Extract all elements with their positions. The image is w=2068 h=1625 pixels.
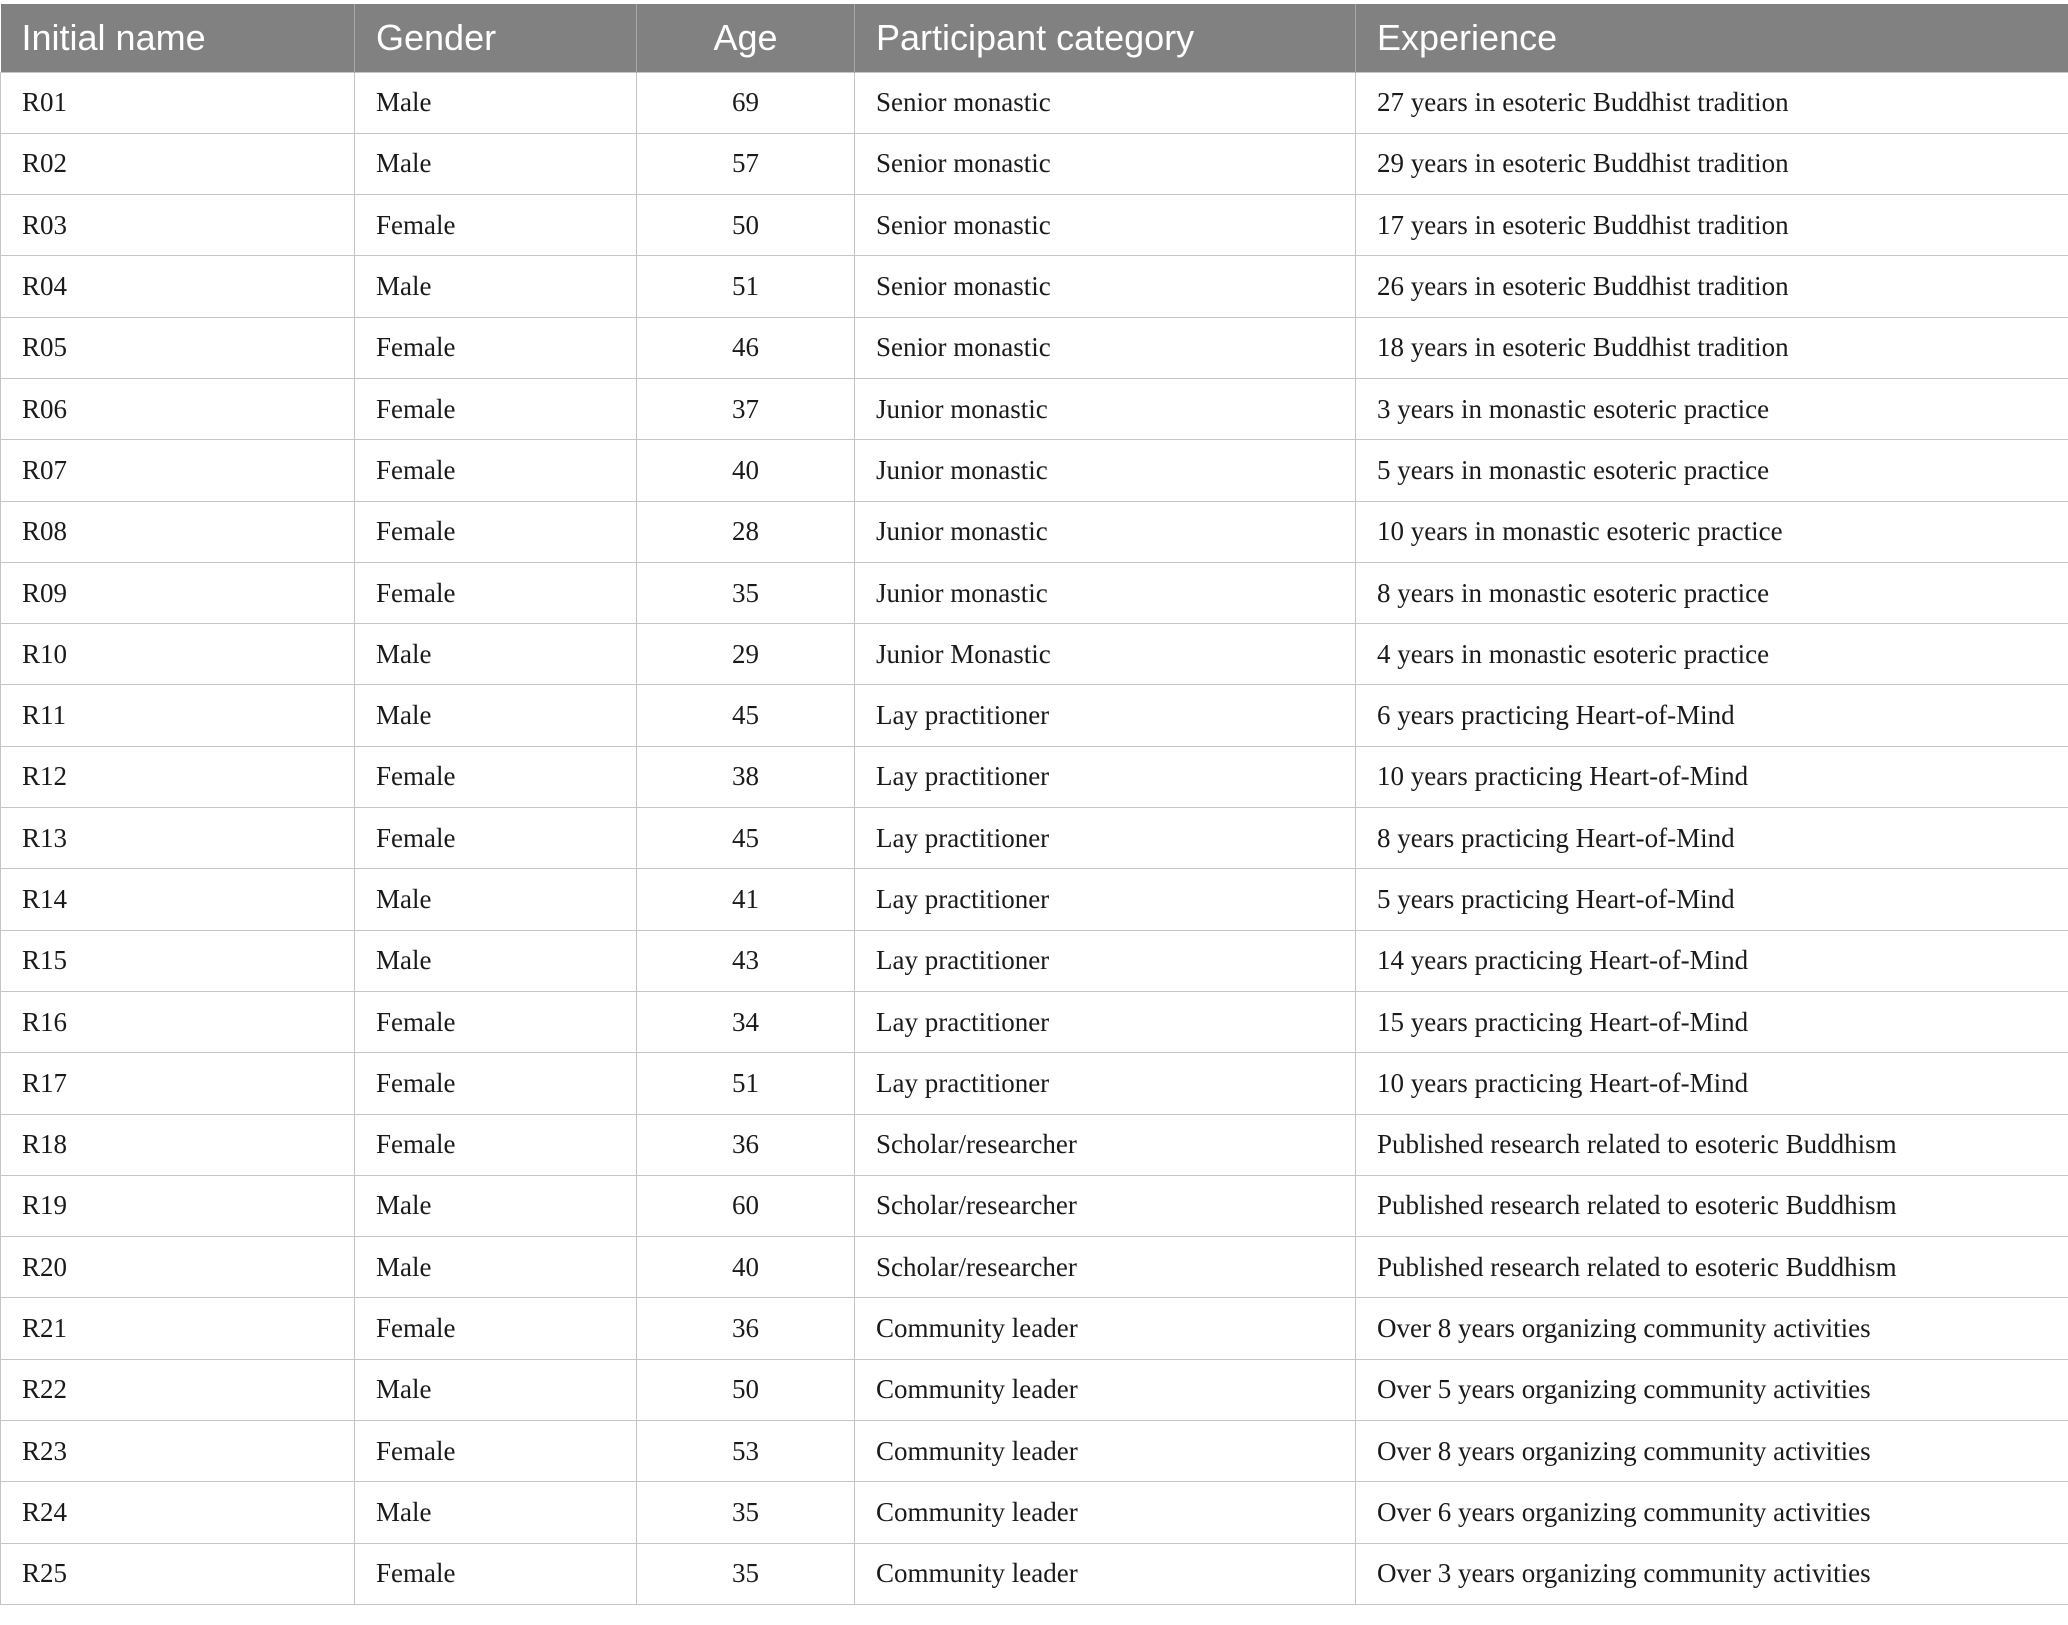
cell-participant-category: Senior monastic <box>855 133 1356 194</box>
cell-gender: Male <box>355 133 637 194</box>
cell-participant-category: Senior monastic <box>855 317 1356 378</box>
cell-experience: 8 years practicing Heart-of-Mind <box>1356 808 2068 869</box>
cell-experience: 17 years in esoteric Buddhist tradition <box>1356 195 2068 256</box>
cell-participant-category: Lay practitioner <box>855 808 1356 869</box>
cell-initial-name: R07 <box>1 440 355 501</box>
cell-initial-name: R16 <box>1 991 355 1052</box>
table-row <box>1 562 2068 623</box>
cell-initial-name: R10 <box>1 624 355 685</box>
cell-initial-name: R21 <box>1 1298 355 1359</box>
table-row <box>1 195 2068 256</box>
cell-participant-category: Senior monastic <box>855 195 1356 256</box>
cell-initial-name: R02 <box>1 133 355 194</box>
cell-gender: Female <box>355 746 637 807</box>
cell-participant-category: Senior monastic <box>855 72 1356 133</box>
cell-experience: 14 years practicing Heart-of-Mind <box>1356 930 2068 991</box>
cell-initial-name: R06 <box>1 378 355 439</box>
table-row <box>1 1421 2068 1482</box>
cell-age: 34 <box>637 991 855 1052</box>
table-row <box>1 808 2068 869</box>
cell-participant-category: Lay practitioner <box>855 869 1356 930</box>
cell-age: 51 <box>637 1053 855 1114</box>
cell-gender: Female <box>355 440 637 501</box>
cell-gender: Male <box>355 1482 637 1543</box>
cell-initial-name: R24 <box>1 1482 355 1543</box>
table-header <box>1 4 2068 72</box>
cell-gender: Female <box>355 378 637 439</box>
table-row <box>1 624 2068 685</box>
cell-age: 35 <box>637 1543 855 1604</box>
cell-experience: 5 years in monastic esoteric practice <box>1356 440 2068 501</box>
table-row <box>1 317 2068 378</box>
cell-experience: Over 6 years organizing community activities <box>1356 1482 2068 1543</box>
table-row <box>1 1298 2068 1359</box>
cell-gender: Male <box>355 869 637 930</box>
cell-age: 43 <box>637 930 855 991</box>
cell-participant-category: Junior monastic <box>855 378 1356 439</box>
cell-gender: Male <box>355 685 637 746</box>
cell-age: 28 <box>637 501 855 562</box>
cell-initial-name: R12 <box>1 746 355 807</box>
cell-participant-category: Lay practitioner <box>855 991 1356 1052</box>
cell-participant-category: Junior Monastic <box>855 624 1356 685</box>
cell-initial-name: R19 <box>1 1175 355 1236</box>
cell-experience: 10 years practicing Heart-of-Mind <box>1356 1053 2068 1114</box>
header-participant-category: Participant category <box>855 4 1356 72</box>
cell-gender: Female <box>355 1543 637 1604</box>
table-row <box>1 1543 2068 1604</box>
cell-age: 60 <box>637 1175 855 1236</box>
cell-age: 36 <box>637 1114 855 1175</box>
cell-experience: 10 years practicing Heart-of-Mind <box>1356 746 2068 807</box>
cell-participant-category: Community leader <box>855 1482 1356 1543</box>
cell-experience: 5 years practicing Heart-of-Mind <box>1356 869 2068 930</box>
cell-experience: 15 years practicing Heart-of-Mind <box>1356 991 2068 1052</box>
cell-experience: Over 8 years organizing community activities <box>1356 1421 2068 1482</box>
table-row <box>1 1053 2068 1114</box>
cell-experience: 10 years in monastic esoteric practice <box>1356 501 2068 562</box>
cell-initial-name: R22 <box>1 1359 355 1420</box>
cell-gender: Male <box>355 1359 637 1420</box>
table-row <box>1 1359 2068 1420</box>
cell-gender: Male <box>355 72 637 133</box>
cell-initial-name: R15 <box>1 930 355 991</box>
cell-gender: Female <box>355 1298 637 1359</box>
table-row <box>1 1482 2068 1543</box>
cell-age: 40 <box>637 440 855 501</box>
table-row <box>1 685 2068 746</box>
table-body <box>1 72 2068 1604</box>
cell-experience: Published research related to esoteric Buddhism <box>1356 1114 2068 1175</box>
table-row <box>1 869 2068 930</box>
cell-gender: Female <box>355 1114 637 1175</box>
cell-age: 38 <box>637 746 855 807</box>
cell-experience: 29 years in esoteric Buddhist tradition <box>1356 133 2068 194</box>
cell-age: 36 <box>637 1298 855 1359</box>
cell-age: 57 <box>637 133 855 194</box>
table-row <box>1 1237 2068 1298</box>
cell-age: 35 <box>637 1482 855 1543</box>
cell-gender: Female <box>355 195 637 256</box>
cell-age: 46 <box>637 317 855 378</box>
cell-participant-category: Lay practitioner <box>855 685 1356 746</box>
cell-participant-category: Community leader <box>855 1543 1356 1604</box>
cell-participant-category: Junior monastic <box>855 440 1356 501</box>
cell-age: 35 <box>637 562 855 623</box>
header-experience: Experience <box>1356 4 2068 72</box>
table-row <box>1 930 2068 991</box>
cell-experience: Over 5 years organizing community activities <box>1356 1359 2068 1420</box>
cell-participant-category: Junior monastic <box>855 501 1356 562</box>
cell-age: 45 <box>637 685 855 746</box>
cell-initial-name: R18 <box>1 1114 355 1175</box>
cell-initial-name: R25 <box>1 1543 355 1604</box>
cell-initial-name: R04 <box>1 256 355 317</box>
cell-participant-category: Senior monastic <box>855 256 1356 317</box>
cell-initial-name: R17 <box>1 1053 355 1114</box>
cell-gender: Male <box>355 624 637 685</box>
cell-age: 37 <box>637 378 855 439</box>
table-row <box>1 72 2068 133</box>
header-gender: Gender <box>355 4 637 72</box>
cell-participant-category: Community leader <box>855 1421 1356 1482</box>
cell-participant-category: Scholar/researcher <box>855 1114 1356 1175</box>
table-row <box>1 1114 2068 1175</box>
cell-initial-name: R01 <box>1 72 355 133</box>
header-row <box>1 4 2068 72</box>
cell-experience: Over 3 years organizing community activities <box>1356 1543 2068 1604</box>
table-row <box>1 256 2068 317</box>
cell-experience: Over 8 years organizing community activities <box>1356 1298 2068 1359</box>
table-row <box>1 440 2068 501</box>
cell-gender: Female <box>355 808 637 869</box>
cell-initial-name: R03 <box>1 195 355 256</box>
cell-initial-name: R23 <box>1 1421 355 1482</box>
cell-gender: Male <box>355 1175 637 1236</box>
table-row <box>1 991 2068 1052</box>
cell-gender: Male <box>355 1237 637 1298</box>
cell-age: 50 <box>637 1359 855 1420</box>
table-row <box>1 378 2068 439</box>
cell-gender: Female <box>355 317 637 378</box>
cell-age: 50 <box>637 195 855 256</box>
cell-age: 40 <box>637 1237 855 1298</box>
cell-gender: Female <box>355 562 637 623</box>
cell-age: 51 <box>637 256 855 317</box>
cell-experience: 27 years in esoteric Buddhist tradition <box>1356 72 2068 133</box>
cell-participant-category: Junior monastic <box>855 562 1356 623</box>
cell-experience: Published research related to esoteric Buddhism <box>1356 1175 2068 1236</box>
cell-age: 69 <box>637 72 855 133</box>
table-row <box>1 501 2068 562</box>
cell-gender: Female <box>355 1053 637 1114</box>
cell-experience: 18 years in esoteric Buddhist tradition <box>1356 317 2068 378</box>
cell-participant-category: Lay practitioner <box>855 930 1356 991</box>
cell-age: 53 <box>637 1421 855 1482</box>
cell-participant-category: Lay practitioner <box>855 746 1356 807</box>
cell-initial-name: R13 <box>1 808 355 869</box>
cell-participant-category: Community leader <box>855 1298 1356 1359</box>
cell-age: 29 <box>637 624 855 685</box>
cell-participant-category: Scholar/researcher <box>855 1237 1356 1298</box>
cell-experience: 26 years in esoteric Buddhist tradition <box>1356 256 2068 317</box>
cell-initial-name: R09 <box>1 562 355 623</box>
cell-experience: 6 years practicing Heart-of-Mind <box>1356 685 2068 746</box>
cell-age: 45 <box>637 808 855 869</box>
cell-gender: Female <box>355 1421 637 1482</box>
cell-participant-category: Community leader <box>855 1359 1356 1420</box>
participants-table <box>0 4 2068 1605</box>
cell-gender: Male <box>355 930 637 991</box>
cell-initial-name: R05 <box>1 317 355 378</box>
cell-initial-name: R14 <box>1 869 355 930</box>
cell-gender: Female <box>355 501 637 562</box>
table-row <box>1 133 2068 194</box>
table-row <box>1 746 2068 807</box>
cell-participant-category: Lay practitioner <box>855 1053 1356 1114</box>
cell-gender: Male <box>355 256 637 317</box>
table-row <box>1 1175 2068 1236</box>
cell-experience: Published research related to esoteric Buddhism <box>1356 1237 2068 1298</box>
cell-experience: 4 years in monastic esoteric practice <box>1356 624 2068 685</box>
cell-initial-name: R11 <box>1 685 355 746</box>
cell-participant-category: Scholar/researcher <box>855 1175 1356 1236</box>
cell-age: 41 <box>637 869 855 930</box>
cell-experience: 3 years in monastic esoteric practice <box>1356 378 2068 439</box>
cell-experience: 8 years in monastic esoteric practice <box>1356 562 2068 623</box>
header-initial-name: Initial name <box>1 4 355 72</box>
cell-initial-name: R08 <box>1 501 355 562</box>
header-age: Age <box>637 4 855 72</box>
cell-initial-name: R20 <box>1 1237 355 1298</box>
cell-gender: Female <box>355 991 637 1052</box>
